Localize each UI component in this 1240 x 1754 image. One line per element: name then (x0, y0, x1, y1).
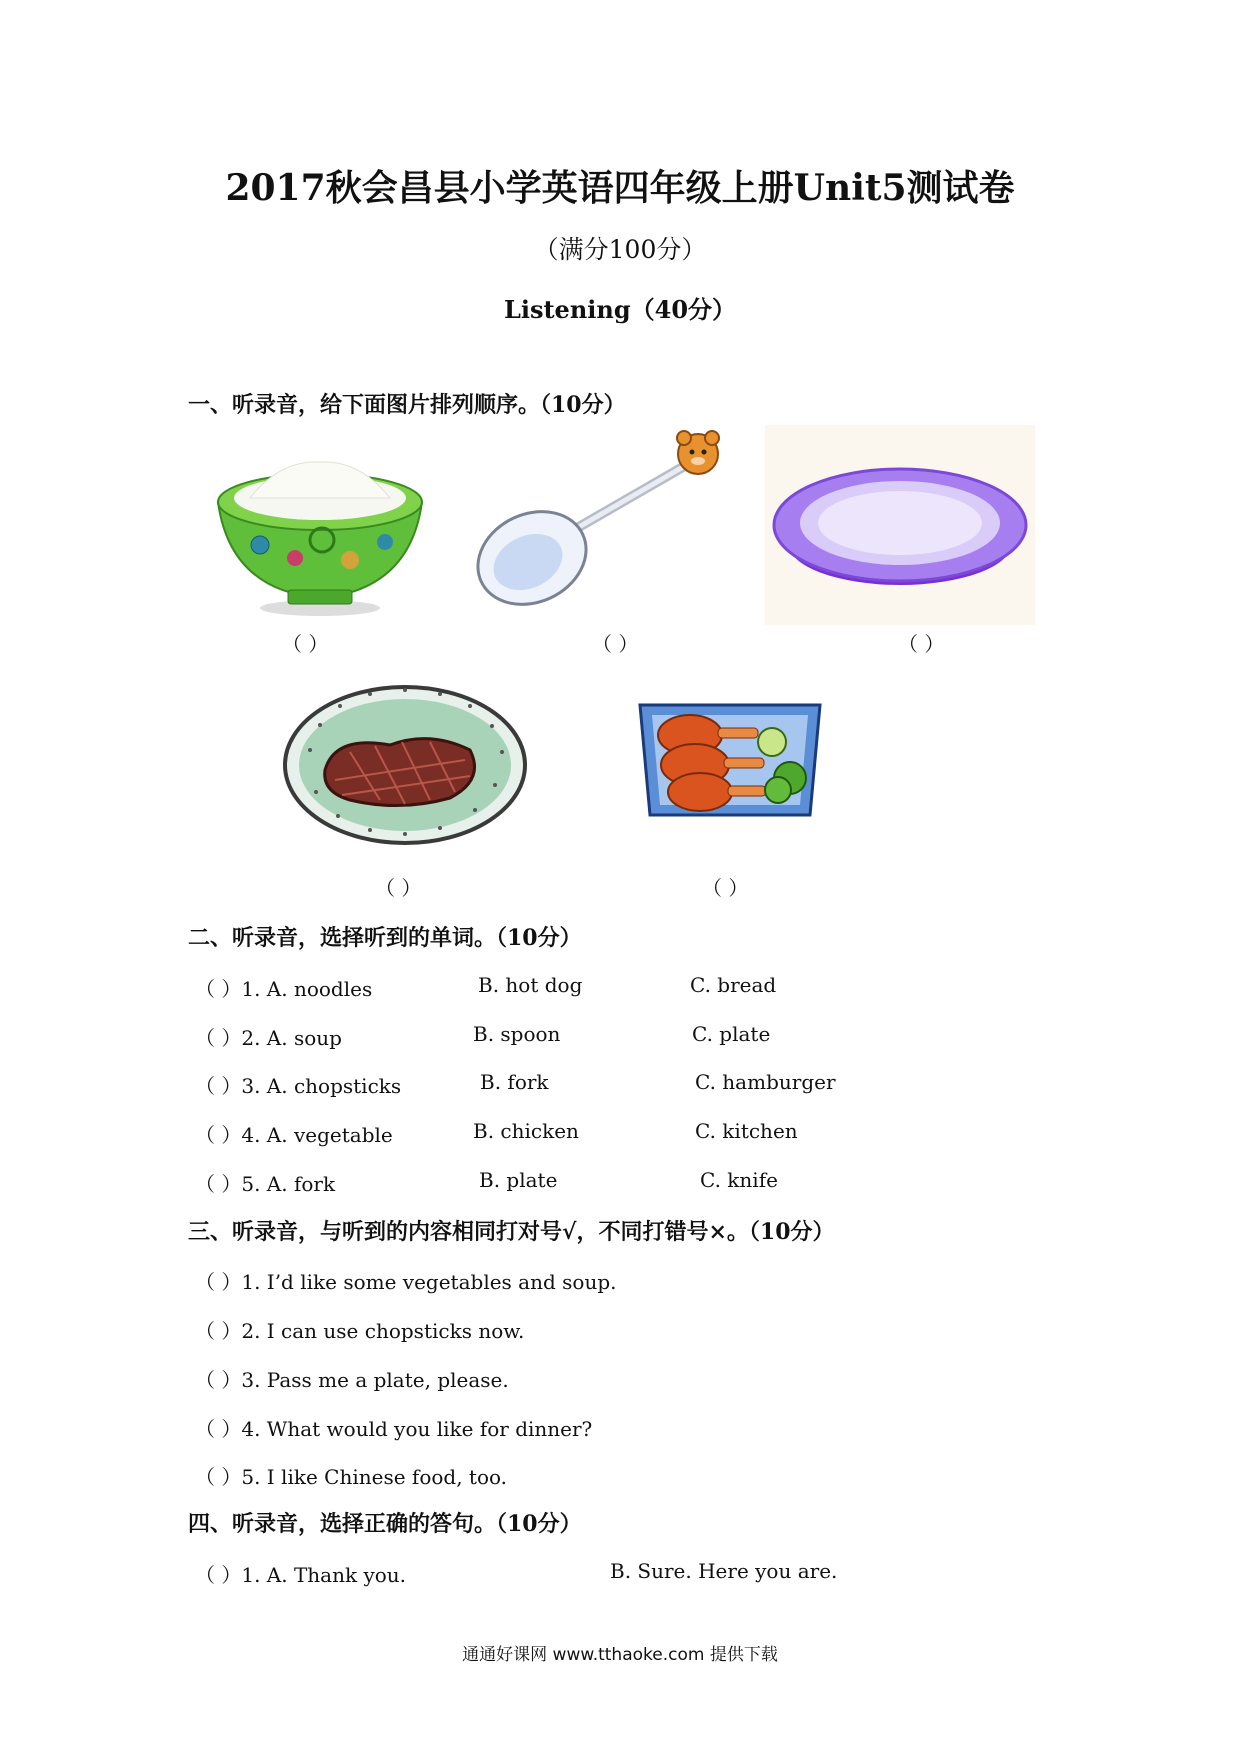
section1-heading: 一、听录音，给下面图片排列顺序。（10分） (188, 392, 626, 418)
section2-heading: 二、听录音，选择听到的单词。（10分） (188, 925, 582, 951)
section4-heading: 四、听录音，选择正确的答句。（10分） (188, 1511, 582, 1537)
s2-q3-option-a: （ ）3. A. chopsticks (195, 1074, 402, 1098)
picture-5-paren: （ ） (702, 876, 749, 900)
s2-q4-option-a: （ ）4. A. vegetable (195, 1123, 393, 1147)
plate-icon (765, 425, 1035, 625)
s2-q1-option-a: （ ）1. A. noodles (195, 977, 373, 1001)
listening-heading: Listening（40分） (503, 295, 737, 324)
s2-q4-option-c: C. kitchen (695, 1119, 798, 1143)
s2-q2-option-c: C. plate (692, 1022, 771, 1046)
picture-4-paren: （ ） (375, 876, 422, 900)
s3-item-2: （ ）2. I can use chopsticks now. (195, 1319, 525, 1343)
page-subtitle: （满分100分） (533, 235, 707, 264)
picture-1-paren: （ ） (282, 632, 329, 656)
s2-q5-option-a: （ ）5. A. fork (195, 1172, 336, 1196)
s3-item-5: （ ）5. I like Chinese food, too. (195, 1465, 508, 1489)
s3-item-3: （ ）3. Pass me a plate, please. (195, 1368, 509, 1392)
picture-2-paren: （ ） (592, 632, 639, 656)
chicken-legs-icon (630, 690, 830, 825)
rice-bowl-icon (210, 440, 430, 620)
s2-q5-option-b: B. plate (479, 1168, 558, 1192)
s4-q1-option-b: B. Sure. Here you are. (610, 1559, 838, 1583)
s2-q3-option-c: C. hamburger (695, 1070, 836, 1094)
spoon-icon (470, 430, 740, 620)
steak-icon (280, 680, 530, 850)
s4-q1-option-a: （ ）1. A. Thank you. (195, 1563, 407, 1587)
s2-q2-option-b: B. spoon (473, 1022, 561, 1046)
s2-q5-option-c: C. knife (700, 1168, 778, 1192)
picture-3-paren: （ ） (898, 632, 945, 656)
s3-item-1: （ ）1. I’d like some vegetables and soup. (195, 1270, 617, 1294)
s2-q3-option-b: B. fork (480, 1070, 549, 1094)
s2-q1-option-c: C. bread (690, 973, 777, 997)
page-footer: 通通好课网 www.tthaoke.com 提供下载 (462, 1645, 778, 1665)
s2-q1-option-b: B. hot dog (478, 973, 583, 997)
s3-item-4: （ ）4. What would you like for dinner? (195, 1417, 593, 1441)
section3-heading: 三、听录音，与听到的内容相同打对号√，不同打错号×。（10分） (188, 1219, 835, 1245)
page-title: 2017秋会昌县小学英语四年级上册Unit5测试卷 (225, 167, 1015, 209)
s2-q2-option-a: （ ）2. A. soup (195, 1026, 342, 1050)
s2-q4-option-b: B. chicken (473, 1119, 579, 1143)
